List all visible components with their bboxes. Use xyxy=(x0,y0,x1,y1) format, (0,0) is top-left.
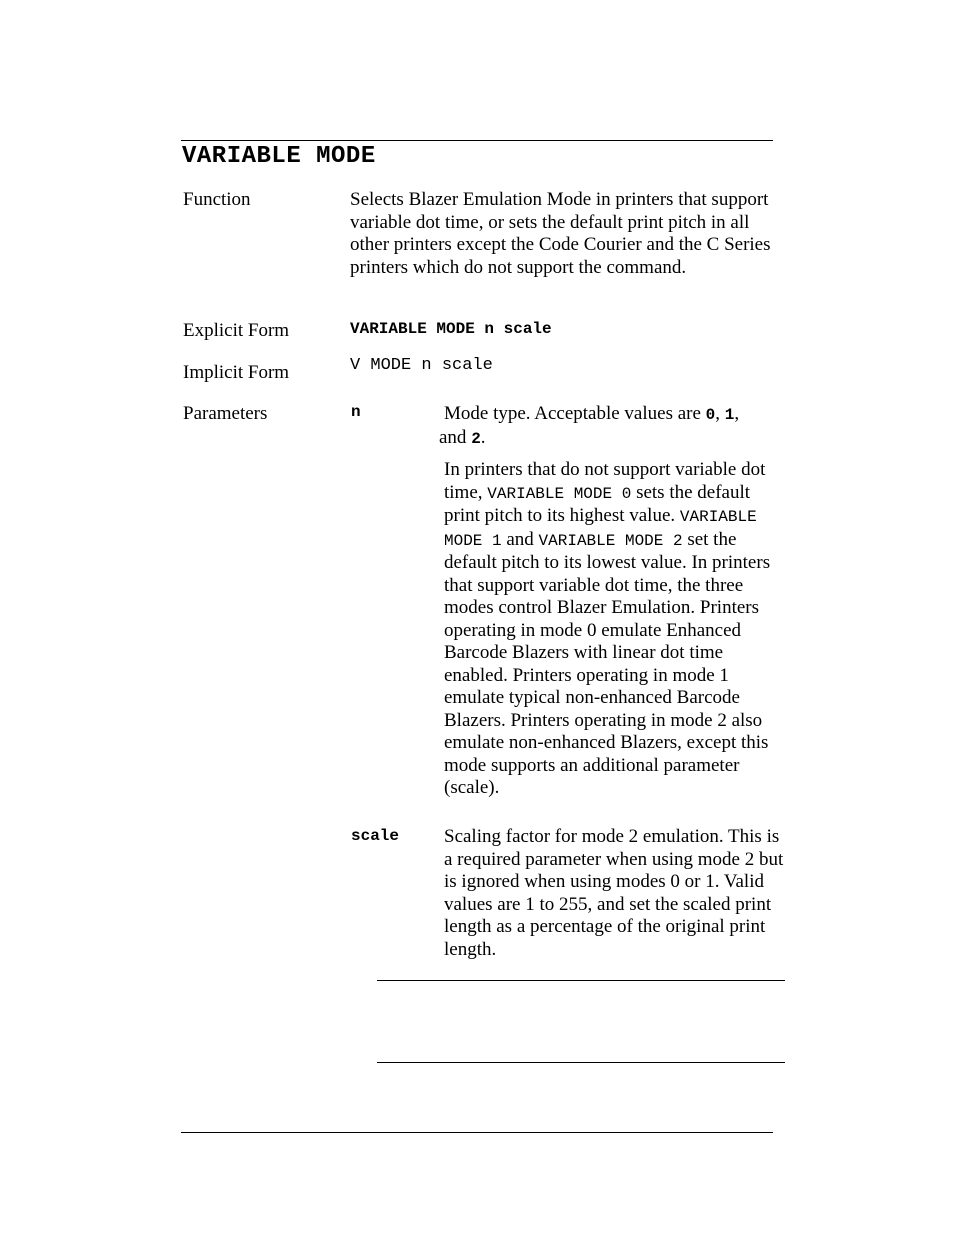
page-title: VARIABLE MODE xyxy=(182,143,376,170)
parameters-label: Parameters xyxy=(183,403,268,424)
bottom-rule xyxy=(181,1132,773,1133)
separator: , xyxy=(734,403,740,424)
function-label: Function xyxy=(183,189,251,210)
explicit-form-value: VARIABLE MODE n scale xyxy=(350,320,552,338)
param-n-text: and xyxy=(439,426,472,448)
inline-code: VARIABLE MODE 0 xyxy=(487,484,632,503)
explicit-form-label: Explicit Form xyxy=(183,320,290,341)
param-n-detail-paragraph xyxy=(444,459,780,800)
note-bottom-rule xyxy=(377,1062,785,1063)
param-scale-desc: Scaling factor for mode 2 emulation. This is a required parameter when using mode 2 but is ignored when using modes 0 or 1. Valid values are 1 to 255, and set the scaled print length as a percentage of the original print length. xyxy=(444,826,784,960)
param-n-text: Mode type. Acceptable values are xyxy=(444,403,706,424)
implicit-form-label: Implicit Form xyxy=(183,362,290,383)
param-n-text: sets the default print pitch to its highest value. xyxy=(444,481,751,526)
note-top-rule xyxy=(377,980,785,981)
top-rule xyxy=(181,140,773,141)
param-n-values-paragraph xyxy=(439,403,780,450)
param-n-text: set the default pitch to its lowest value. In printers that support variable dot time, the three modes control Blazer Emulation. Printers operating in mode 0 emulate Enhanced Barcode Blazers with linear dot time enabled. Printers operating in mode 1 emulate typical non-enhanced Barcode Blazers. Printers operating in mode 2 also emulate non-enhanced Blazers, except this mode supports an additional parameter (scale). xyxy=(444,528,771,798)
value-1: 1 xyxy=(724,406,735,424)
param-n-name: n xyxy=(351,403,361,421)
separator: . xyxy=(480,426,486,448)
inline-code: VARIABLE MODE 2 xyxy=(538,531,683,550)
value-2: 2 xyxy=(471,429,481,448)
param-n-desc xyxy=(439,403,780,800)
separator: , xyxy=(715,403,725,424)
function-text: Selects Blazer Emulation Mode in printers that support variable dot time, or sets the default print pitch in all other printers except the Code Courier and the C Series printers which do not support the command. xyxy=(350,189,771,278)
param-n-text: and xyxy=(501,528,539,550)
value-0: 0 xyxy=(705,406,716,424)
param-n-text: In printers that do not support variable dot time, xyxy=(444,459,766,503)
param-scale-name: scale xyxy=(351,827,400,845)
implicit-form-value: V MODE n scale xyxy=(350,356,493,375)
inline-code: VARIABLE MODE 1 xyxy=(444,508,757,550)
